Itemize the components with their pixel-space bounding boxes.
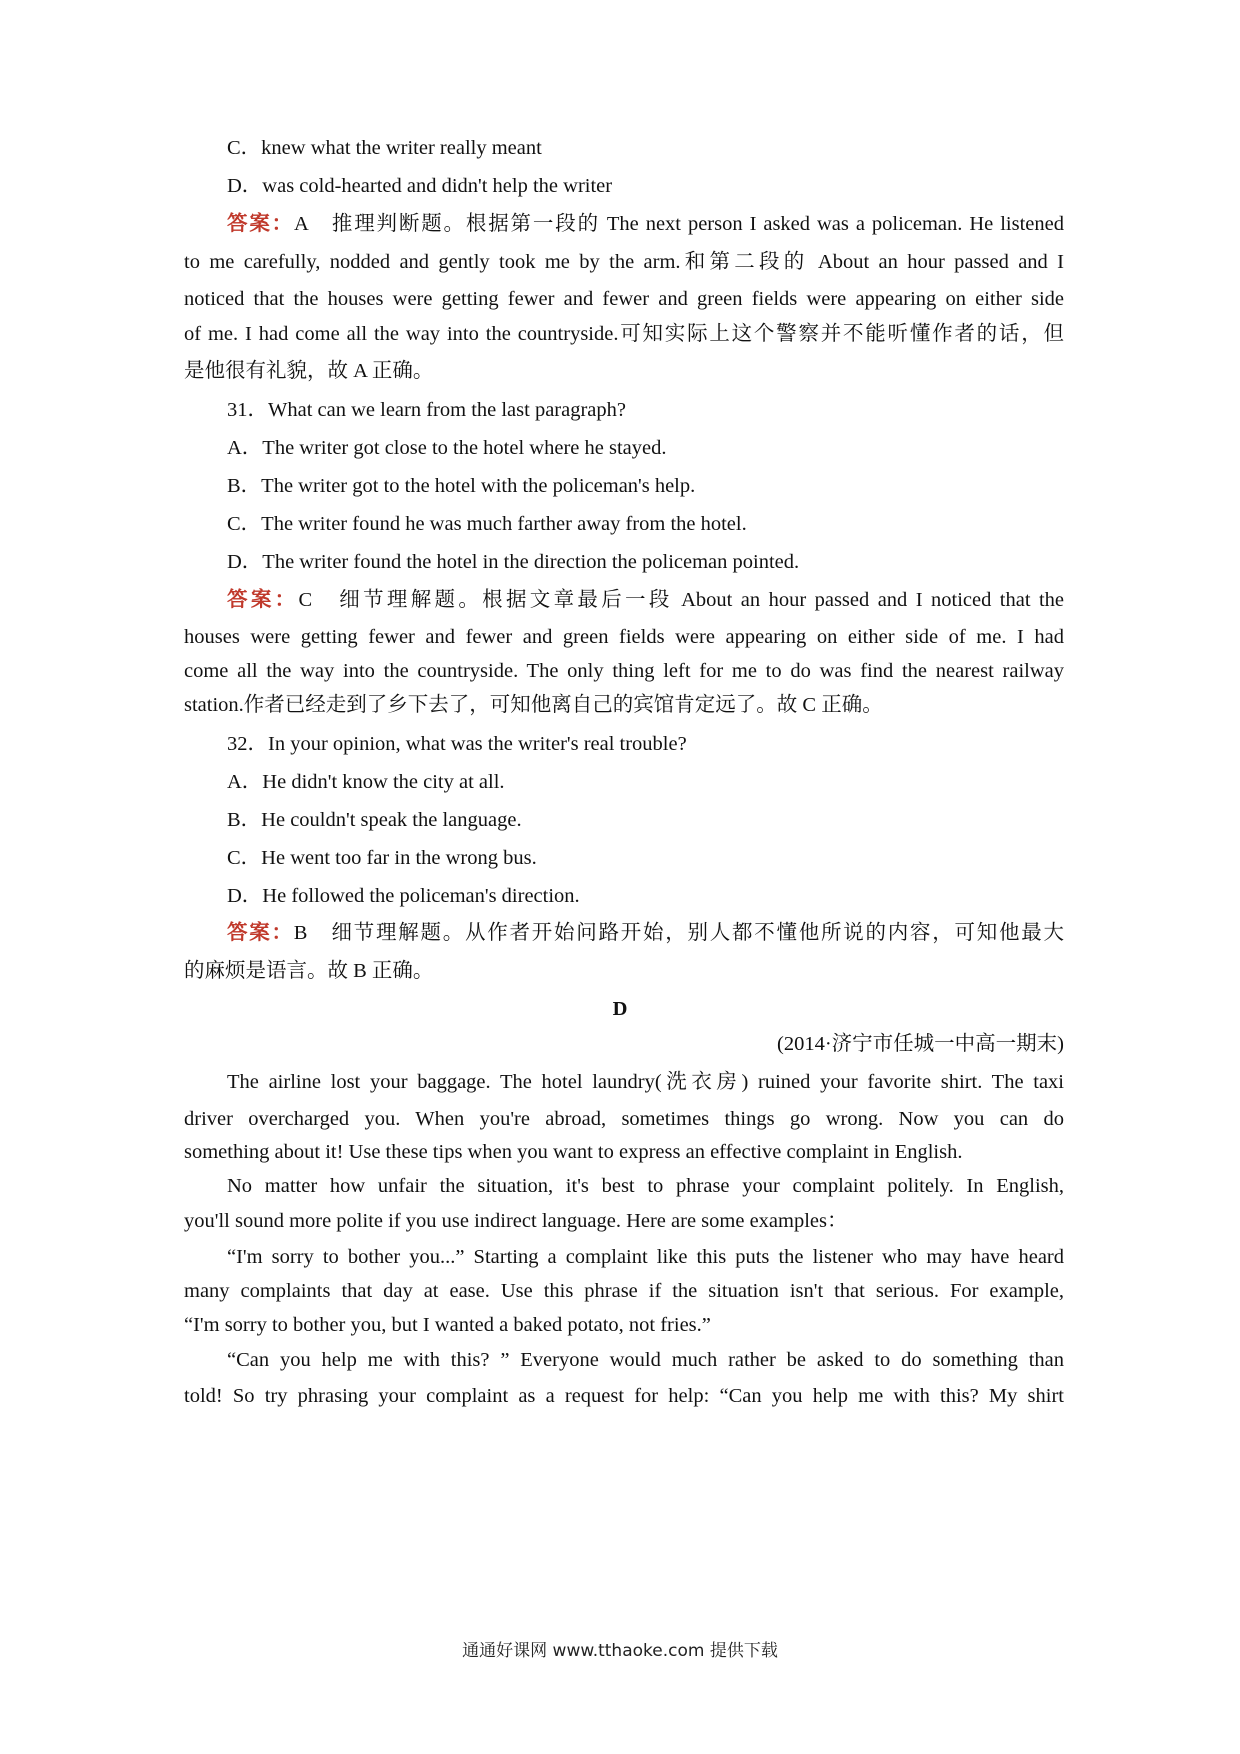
q32-option-b: B．He couldn't speak the language. — [227, 809, 522, 831]
q31-option-a: A．The writer got close to the hotel where he stayed. — [227, 437, 667, 459]
para1-line-3: something about it! Use these tips when you want to express an effective complaint in English. — [184, 1141, 963, 1163]
q31-option-b: B．The writer got to the hotel with the policeman's help. — [227, 475, 696, 497]
para2-line-1: No matter how unfair the situation, it's best to phrase your complaint politely. In English, — [227, 1175, 1064, 1197]
q32-option-d: D．He followed the policeman's direction. — [227, 885, 580, 907]
para3-line-2: many complaints that day at ease. Use this phrase if the situation isn't that serious. For example, — [184, 1280, 1064, 1302]
q32-option-a: A．He didn't know the city at all. — [227, 771, 505, 793]
q30-option-c: C．knew what the writer really meant — [227, 137, 542, 159]
q32-question: 32．In your opinion, what was the writer's real trouble? — [227, 733, 687, 755]
para3-line-1: “I'm sorry to bother you...” Starting a complaint like this puts the listener who may have heard — [227, 1246, 1064, 1268]
page-footer: 通通好课网 www.tthaoke.com 提供下载 — [462, 1641, 778, 1661]
para4-line-2: told! So try phrasing your complaint as a request for help: “Can you help me with this? My shirt — [184, 1385, 1064, 1407]
q31-question: 31．What can we learn from the last paragraph? — [227, 399, 626, 421]
q32-answer-line-2: 的麻烦是语言。故 B 正确。 — [184, 960, 434, 982]
q30-answer-line-5: 是他很有礼貌，故 A 正确。 — [184, 360, 434, 382]
q30-answer-line-1: 答案：A 推理判断题。根据第一段的 The next person I asked was a policeman. He listened — [227, 213, 1064, 235]
para3-line-3: “I'm sorry to bother you, but I wanted a baked potato, not fries.” — [184, 1314, 711, 1336]
q32-answer-line-1: 答案：B 细节理解题。从作者开始问路开始，别人都不懂他所说的内容，可知他最大 — [227, 922, 1065, 944]
q31-answer-line-1: 答案：C 细节理解题。根据文章最后一段 About an hour passed and I noticed that the — [227, 589, 1064, 611]
q31-answer-line-3: come all the way into the countryside. The only thing left for me to do was find the nearest railway — [184, 660, 1064, 682]
para4-line-1: “Can you help me with this? ” Everyone would much rather be asked to do something than — [227, 1349, 1064, 1371]
q31-answer-line-2: houses were getting fewer and fewer and green fields were appearing on either side of me. I had — [184, 626, 1064, 648]
answer-label: 答案： — [227, 213, 295, 235]
answer-label: 答案： — [227, 922, 294, 944]
para1-line-2: driver overcharged you. When you're abroad, sometimes things go wrong. Now you can do — [184, 1108, 1064, 1130]
answer-label: 答案： — [227, 589, 299, 611]
q30-option-d: D．was cold-hearted and didn't help the writer — [227, 175, 613, 197]
q32-option-c: C．He went too far in the wrong bus. — [227, 847, 537, 869]
q31-option-d: D．The writer found the hotel in the direction the policeman pointed. — [227, 551, 800, 573]
q30-answer-line-4: of me. I had come all the way into the countryside.可知实际上这个警察并不能听懂作者的话，但 — [184, 323, 1064, 345]
section-heading: D — [612, 998, 628, 1020]
para1-line-1: The airline lost your baggage. The hotel laundry(洗衣房) ruined your favorite shirt. The taxi — [227, 1071, 1064, 1093]
q31-answer-line-4: station.作者已经走到了乡下去了，可知他离自己的宾馆肯定远了。故 C 正确。 — [184, 694, 883, 716]
q30-answer-line-3: noticed that the houses were getting fewer and fewer and green fields were appearing on either side — [184, 288, 1064, 310]
q30-answer-line-2: to me carefully, nodded and gently took me by the arm.和第二段的 About an hour passed and I — [184, 251, 1064, 273]
section-source: (2014·济宁市任城一中高一期末) — [777, 1033, 1064, 1055]
q31-option-c: C．The writer found he was much farther away from the hotel. — [227, 513, 747, 535]
para2-line-2: you'll sound more polite if you use indirect language. Here are some examples： — [184, 1210, 848, 1232]
